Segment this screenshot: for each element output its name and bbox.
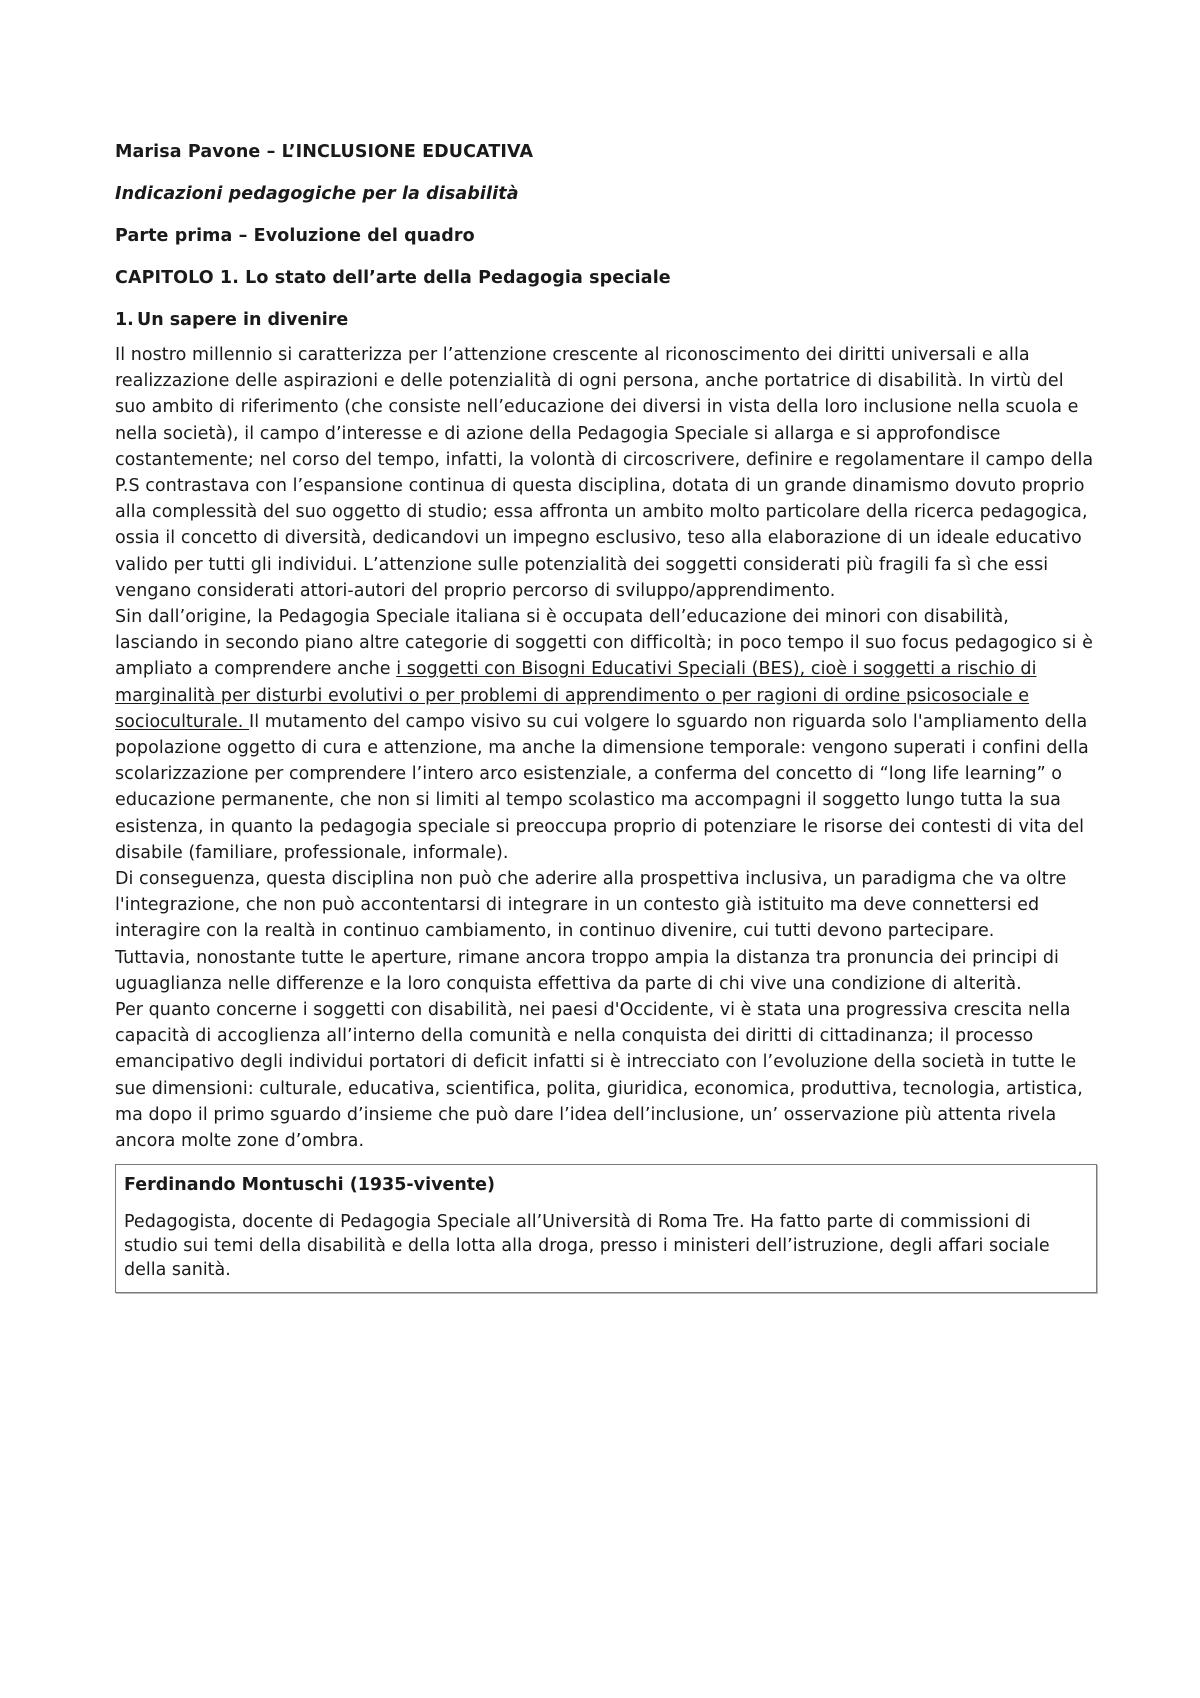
paragraph-2-underlined: i soggetti con Bisogni Educativi Speciali (BES), cioè i soggetti a rischio di marginalità per disturbi evolutivi o per problemi di apprendimento o per ragioni di ordine psicosociale e socioculturale. — [115, 659, 1037, 732]
part-title: Parte prima – Evoluzione del quadro — [115, 226, 475, 246]
bio-box — [115, 1164, 1097, 1293]
paragraph-3: Di conseguenza, questa disciplina non può che aderire alla prospettiva inclusiva, un paradigma che va oltre l'integrazione, che non può accontentarsi di integrare in un contesto già istituito ma deve connettersi ed interagire con la realtà in continuo cambiamento, in continuo divenire, cui tutti devono partecipare. — [115, 869, 1067, 942]
body-text — [115, 342, 1097, 1154]
document-page — [115, 140, 1097, 1293]
section-number: 1. — [115, 310, 134, 330]
paragraph-2 — [115, 604, 1097, 866]
section-heading — [115, 308, 1097, 332]
paragraph-1: Il nostro millennio si caratterizza per l’attenzione crescente al riconoscimento dei diritti universali e alla realizzazione delle aspirazioni e delle potenzialità di ogni persona, anche portatrice di disabilità. In virtù del suo ambito di riferimento (che consiste nell’educazione dei diversi in vista della loro inclusione nella scuola e nella società), il campo d’interesse e di azione della Pedagogia Speciale si allarga e si approfondisce costantemente; nel corso del tempo, infatti, la volontà di circoscrivere, definire e regolamentare il campo della P.S contrastava con l’espansione continua di questa disciplina, dotata di un grande dinamismo dovuto proprio alla complessità del suo oggetto di studio; essa affronta un ambito molto particolare della ricerca pedagogica, ossia il concetto di diversità, dedicandovi un impegno esclusivo, teso alla elaborazione di un ideale educativo valido per tutti gli individui. L’attenzione sulle potenzialità dei soggetti considerati più fragili fa sì che essi vengano considerati attori-autori del proprio percorso di sviluppo/apprendimento. — [115, 345, 1094, 601]
paragraph-5: Per quanto concerne i soggetti con disabilità, nei paesi d'Occidente, vi è stata una progressiva crescita nella capacità di accoglienza all’interno della comunità e nella conquista dei diritti di cittadinanza; il processo emancipativo degli individui portatori di deficit infatti si è intrecciato con l’evoluzione della società in tutte le sue dimensioni: culturale, educativa, scientifica, polita, giuridica, economica, produttiva, tecnologia, artistica, ma dopo il primo sguardo d’insieme che può dare l’idea dell’inclusione, un’ osservazione più attenta rivela ancora molte zone d’ombra. — [115, 1000, 1083, 1152]
paragraph-2-after: Il mutamento del campo visivo su cui volgere lo sguardo non riguarda solo l'ampliamento della popolazione oggetto di cura e attenzione, ma anche la dimensione temporale: vengono superati i confini della scolarizzazione per comprendere l’intero arco esistenziale, a conferma del concetto di “long life learning” o educazione permanente, che non si limiti al tempo scolastico ma accompagni il soggetto lungo tutta la sua esistenza, in quanto la pedagogia speciale si preoccupa proprio di potenziare le risorse dei contesti di vita del disabile (familiare, professionale, informale). — [115, 711, 1089, 863]
paragraph-4: Tuttavia, nonostante tutte le aperture, rimane ancora troppo ampia la distanza tra pronuncia dei principi di uguaglianza nelle differenze e la loro conquista effettiva da parte di chi vive una condizione di alterità. — [115, 947, 1059, 994]
paragraph-2-before: Sin dall’origine, la Pedagogia Speciale italiana si è occupata dell’educazione dei minori con disabilità, lasciando in secondo piano altre categorie di soggetti con difficoltà; in poco tempo il suo focus pedagogico si è ampliato a comprendere anche — [115, 607, 1093, 680]
author-title: Marisa Pavone – L’INCLUSIONE EDUCATIVA — [115, 142, 534, 162]
section-title: Un sapere in divenire — [137, 310, 349, 330]
bio-box-text: Pedagogista, docente di Pedagogia Speciale all’Università di Roma Tre. Ha fatto parte di commissioni di studio sui temi della disabilità e della lotta alla droga, presso i ministeri dell’istruzione, degli affari sociale della sanità. — [124, 1212, 1050, 1281]
chapter-title: CAPITOLO 1. Lo stato dell’arte della Pedagogia speciale — [115, 268, 671, 288]
subtitle: Indicazioni pedagogiche per la disabilità — [115, 184, 519, 204]
bio-box-title: Ferdinando Montuschi (1935-vivente) — [124, 1175, 496, 1196]
